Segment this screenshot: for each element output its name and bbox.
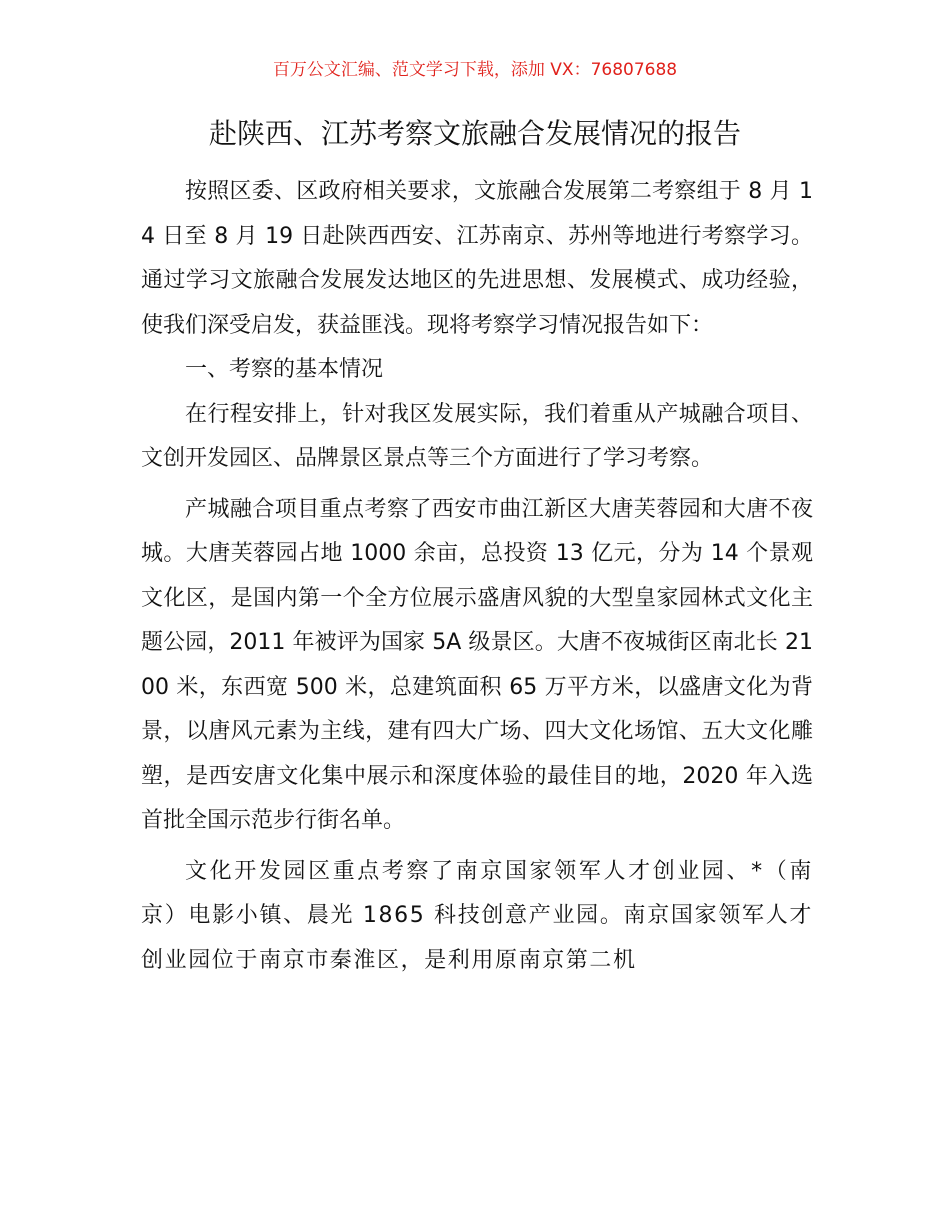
document-title: 赴陕西、江苏考察文旅融合发展情况的报告: [208, 117, 741, 150]
paragraph-industry-city-projects: 产城融合项目重点考察了西安市曲江新区大唐芙蓉园和大唐不夜城。大唐芙蓉园占地 1000 余亩，总投资 13 亿元，分为 14 个景观文化区，是国内第一个全方位展示盛唐风貌的大型皇家园林式文化主题公园，2011 年被评为国家 5A 级景区。大唐不夜城街区南北长 2100 米，东西宽 500 米，总建筑面积 65 万平方米，以盛唐文化为背景，以唐风元素为主线，建有四大广场、四大文化场馆、五大文化雕塑，是西安唐文化集中展示和深度体验的最佳目的地，2020 年入选首批全国示范步行街名单。: [141, 496, 813, 833]
paragraph-itinerary: 在行程安排上，针对我区发展实际，我们着重从产城融合项目、文创开发园区、品牌景区景点等三个方面进行了学习考察。: [141, 401, 813, 471]
document-body: [141, 170, 813, 983]
section-heading-basic-situation: 一、考察的基本情况: [185, 357, 384, 382]
paragraph-intro: 按照区委、区政府相关要求，文旅融合发展第二考察组于 8 月 14 日至 8 月 19 日赴陕西西安、江苏南京、苏州等地进行考察学习。通过学习文旅融合发展发达地区的先进思想、发展模式、成功经验，使我们深受启发，获益匪浅。现将考察学习情况报告如下：: [141, 179, 813, 338]
paragraph-cultural-parks: 文化开发园区重点考察了南京国家领军人才创业园、*（南京）电影小镇、晨光 1865 科技创意产业园。南京国家领军人才创业园位于南京市秦淮区，是利用原南京第二机: [141, 858, 813, 973]
header-watermark-note: 百万公文汇编、范文学习下载，添加 VX：76807688: [272, 60, 678, 80]
